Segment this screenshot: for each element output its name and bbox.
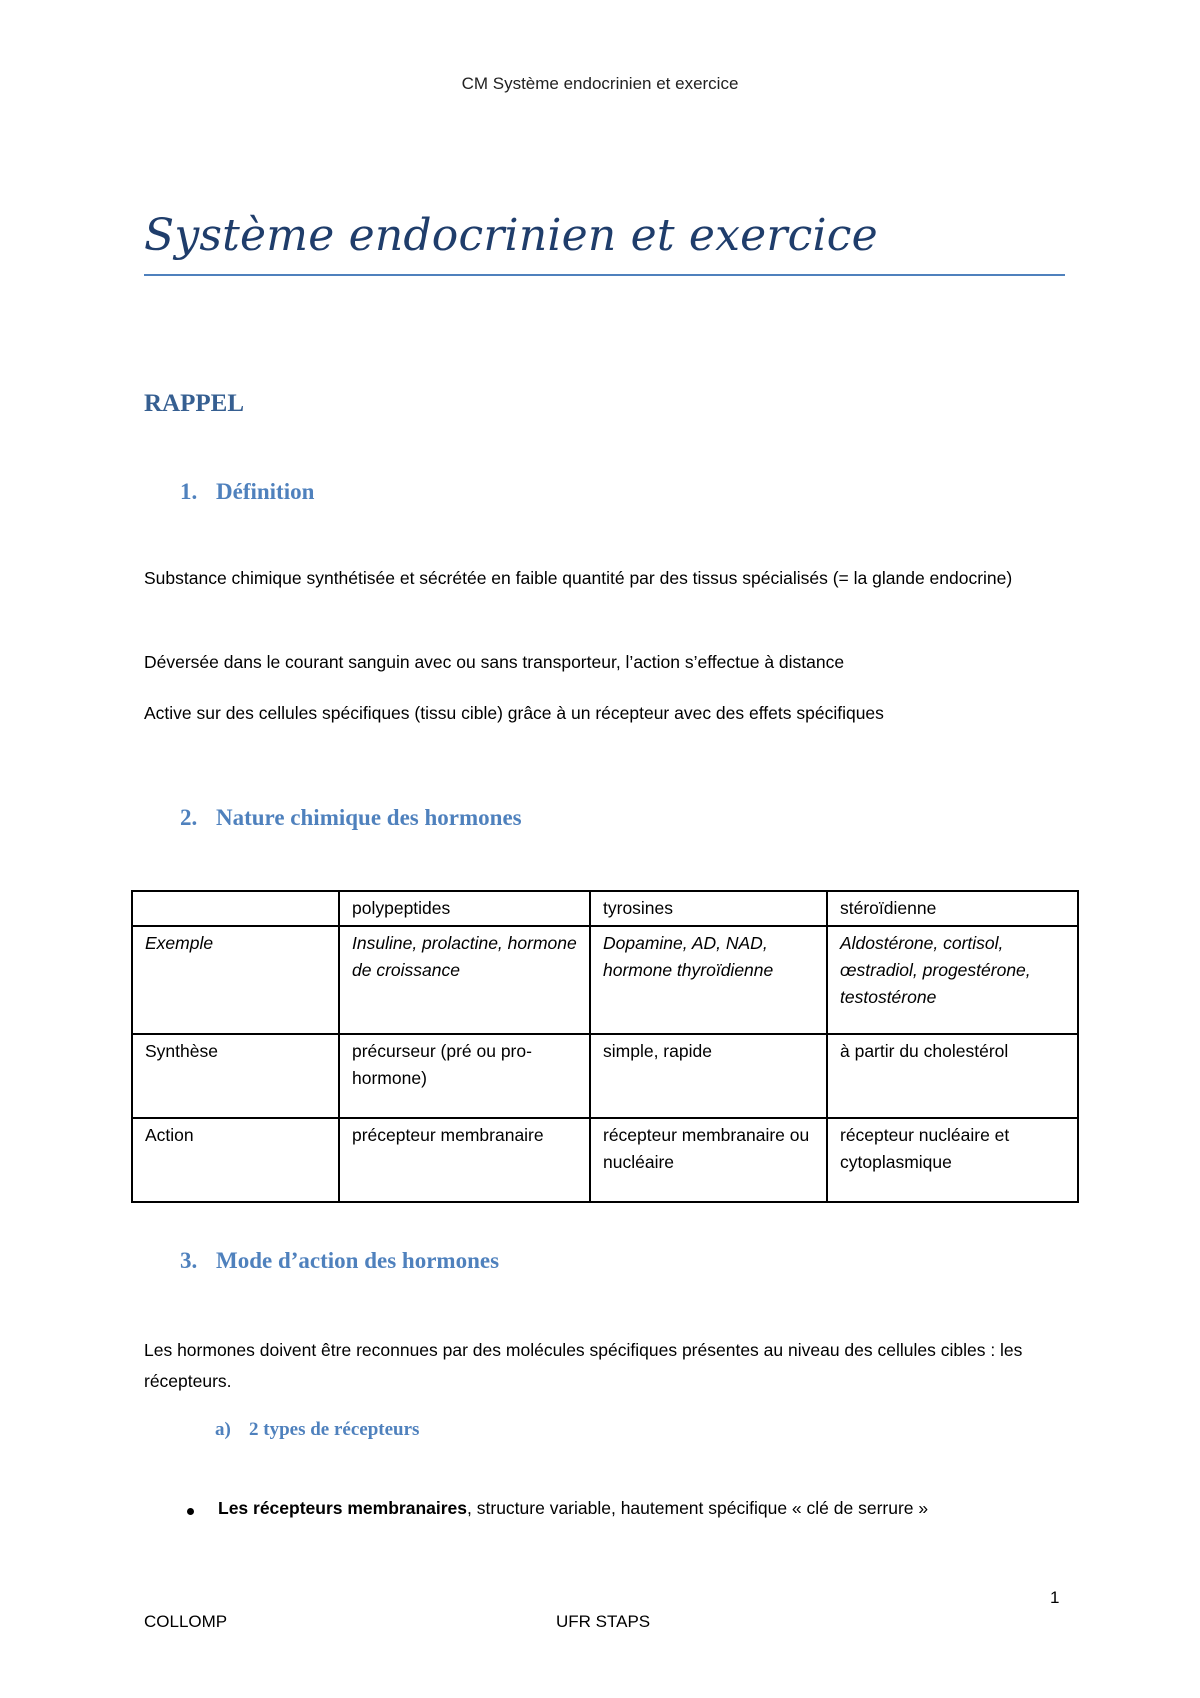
heading-text: Nature chimique des hormones: [216, 805, 522, 830]
table-cell: Dopamine, AD, NAD, hormone thyroïdienne: [590, 926, 827, 1034]
row-label: Synthèse: [132, 1034, 339, 1118]
heading-text: Définition: [216, 479, 315, 504]
table-cell: simple, rapide: [590, 1034, 827, 1118]
heading-number: a): [215, 1419, 231, 1440]
table-cell: Insuline, prolactine, hormone de croissance: [339, 926, 590, 1034]
definition-paragraph-1: Substance chimique synthétisée et sécrétée en faible quantité par des tissus spécialisés (= la glande endocrine): [144, 568, 1013, 588]
heading-definition: [180, 479, 314, 505]
definition-paragraph-2: Déversée dans le courant sanguin avec ou sans transporteur, l’action s’effectue à distance: [144, 652, 845, 672]
table-header-cell: polypeptides: [339, 891, 590, 926]
footer-author: COLLOMP: [144, 1612, 228, 1631]
row-label: Action: [132, 1118, 339, 1202]
heading-number: 2.: [180, 805, 198, 830]
table-cell: précurseur (pré ou pro-hormone): [339, 1034, 590, 1118]
bullet-bold-text: Les récepteurs membranaires: [218, 1498, 468, 1518]
table-header-cell: stéroïdienne: [827, 891, 1078, 926]
heading-text: Mode d’action des hormones: [216, 1248, 500, 1273]
table-cell: précepteur membranaire: [339, 1118, 590, 1202]
table-row: [132, 1118, 1078, 1202]
table-cell: Aldostérone, cortisol, œstradiol, progestérone, testostérone: [827, 926, 1078, 1034]
row-label: Exemple: [132, 926, 339, 1034]
title-underline: [144, 274, 1065, 276]
bullet-icon: [187, 1508, 194, 1515]
table-row: [132, 926, 1078, 1034]
table-row: [132, 1034, 1078, 1118]
footer-institution: UFR STAPS: [556, 1612, 651, 1631]
table-cell: récepteur membranaire ou nucléaire: [590, 1118, 827, 1202]
definition-paragraph-3: Active sur des cellules spécifiques (tissu cible) grâce à un récepteur avec des effets spécifiques: [144, 703, 884, 723]
table-cell: récepteur nucléaire et cytoplasmique: [827, 1118, 1078, 1202]
bullet-rest-text: , structure variable, hautement spécifique « clé de serrure »: [467, 1498, 929, 1518]
heading-mode-action: [180, 1248, 499, 1274]
bullet-item: [218, 1498, 928, 1519]
heading-text: 2 types de récepteurs: [249, 1419, 420, 1440]
mode-paragraph: Les hormones doivent être reconnues par des molécules spécifiques présentes au niveau des cellules cibles : les récepteurs.: [144, 1340, 1023, 1391]
heading-nature-chimique: [180, 805, 522, 831]
heading-types-recepteurs: [215, 1419, 419, 1441]
section-heading-rappel: RAPPEL: [144, 390, 244, 417]
running-header: CM Système endocrinien et exercice: [461, 74, 739, 93]
table-header-cell: [132, 891, 339, 926]
table-header-cell: tyrosines: [590, 891, 827, 926]
document-title: Système endocrinien et exercice: [144, 210, 878, 261]
table-header-row: [132, 891, 1078, 926]
hormones-table: [131, 890, 1079, 1203]
table-cell: à partir du cholestérol: [827, 1034, 1078, 1118]
heading-number: 1.: [180, 479, 198, 504]
page-number: 1: [1050, 1588, 1060, 1607]
heading-number: 3.: [180, 1248, 198, 1273]
